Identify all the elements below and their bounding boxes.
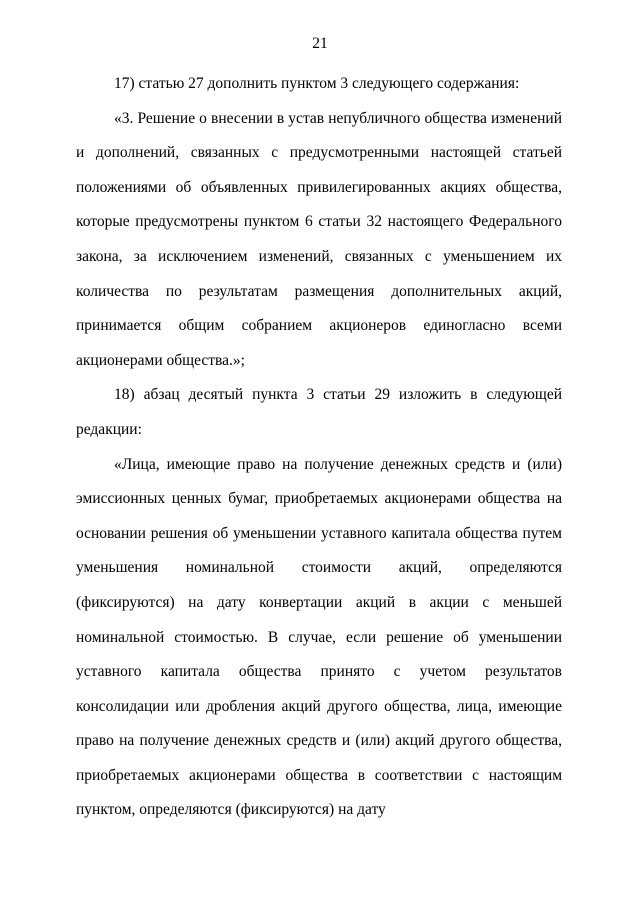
paragraph-item-17: 17) статью 27 дополнить пунктом 3 следующего содержания: (114, 75, 520, 92)
paragraph-quote-article-29: «Лица, имеющие право на получение денежных средств и (или) эмиссионных ценных бумаг, приобретаемых акционерами общества на основании решения об уменьшении уставного капитала общества путем уменьшения номинальной стоимости акций, определяются (фиксируются) на дату конвертации акций в акции с меньшей номинальной стоимостью. В случае, если решение об уменьшении уставного капитала общества принято с учетом результатов консолидации или дробления акций другого общества, лица, имеющие право на получение денежных средств и (или) акций другого общества, приобретаемых акционерами общества в соответствии с настоящим пунктом, определяются (фиксируются) на дату (76, 455, 562, 819)
page-number: 21 (312, 35, 328, 52)
document-body (76, 67, 562, 828)
paragraph-quote-article-27: «3. Решение о внесении в устав непубличного общества изменений и дополнений, связанных с предусмотренными настоящей статьей положениями об объявленных привилегированных акциях общества, которые предусмотрены пунктом 6 статьи 32 настоящего Федерального закона, за исключением изменений, связанных с уменьшением их количества по результатам размещения дополнительных акций, принимается общим собранием акционеров единогласно всеми акционерами общества.»; (76, 109, 562, 369)
paragraph-item-18: 18) абзац десятый пункта 3 статьи 29 изложить в следующей редакции: (76, 386, 562, 438)
